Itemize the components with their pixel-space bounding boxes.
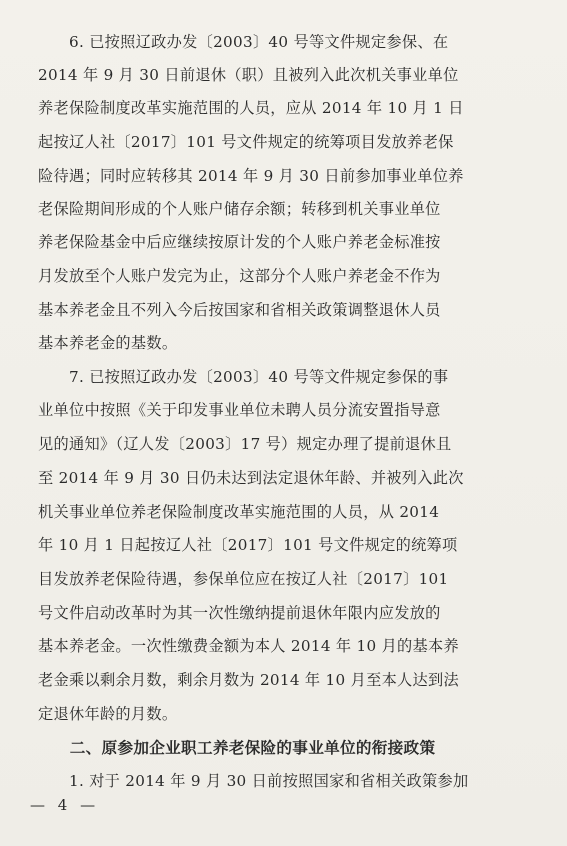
text-line: 至 2014 年 9 月 30 日仍未达到法定退休年龄、并被列入此次 bbox=[38, 469, 464, 487]
text-line: 见的通知》（辽人发〔2003〕17 号）规定办理了提前退休且 bbox=[38, 435, 452, 453]
page-number: — 4 — bbox=[30, 796, 100, 814]
text-line: 起按辽人社〔2017〕101 号文件规定的统筹项目发放养老保 bbox=[38, 133, 454, 151]
text-line: 老保险期间形成的个人账户储存余额；转移到机关事业单位 bbox=[38, 200, 441, 218]
text-line: 2014 年 9 月 30 日前退休（职）且被列入此次机关事业单位 bbox=[38, 66, 459, 84]
text-line: 基本养老金且不列入今后按国家和省相关政策调整退休人员 bbox=[38, 301, 441, 319]
text-line: 养老保险基金中后应继续按原计发的个人账户养老金标准按 bbox=[38, 233, 441, 251]
text-line: 老金乘以剩余月数，剩余月数为 2014 年 10 月至本人达到法 bbox=[38, 671, 460, 689]
text-line: 养老保险制度改革实施范围的人员，应从 2014 年 10 月 1 日 bbox=[38, 99, 464, 117]
section-heading: 二、原参加企业职工养老保险的事业单位的衔接政策 bbox=[38, 739, 436, 757]
text-line: 基本养老金。一次性缴费金额为本人 2014 年 10 月的基本养 bbox=[38, 637, 460, 655]
text-line: 号文件启动改革时为其一次性缴纳提前退休年限内应发放的 bbox=[38, 604, 441, 622]
text-line: 基本养老金的基数。 bbox=[38, 334, 178, 352]
text-line: 年 10 月 1 日起按辽人社〔2017〕101 号文件规定的统筹项 bbox=[38, 536, 458, 554]
text-line: 定退休年龄的月数。 bbox=[38, 705, 178, 723]
text-line: 7. 已按照辽政办发〔2003〕40 号等文件规定参保的事 bbox=[38, 368, 449, 386]
text-line: 机关事业单位养老保险制度改革实施范围的人员，从 2014 bbox=[38, 503, 440, 521]
text-line: 6. 已按照辽政办发〔2003〕40 号等文件规定参保、在 bbox=[38, 33, 449, 51]
text-line: 月发放至个人账户发完为止，这部分个人账户养老金不作为 bbox=[38, 267, 441, 285]
text-line: 目发放养老保险待遇，参保单位应在按辽人社〔2017〕101 bbox=[38, 570, 449, 588]
text-line: 业单位中按照《关于印发事业单位未聘人员分流安置指导意 bbox=[38, 401, 441, 419]
text-line: 险待遇；同时应转移其 2014 年 9 月 30 日前参加事业单位养 bbox=[38, 167, 464, 185]
text-line: 1. 对于 2014 年 9 月 30 日前按照国家和省相关政策参加 bbox=[38, 772, 469, 790]
